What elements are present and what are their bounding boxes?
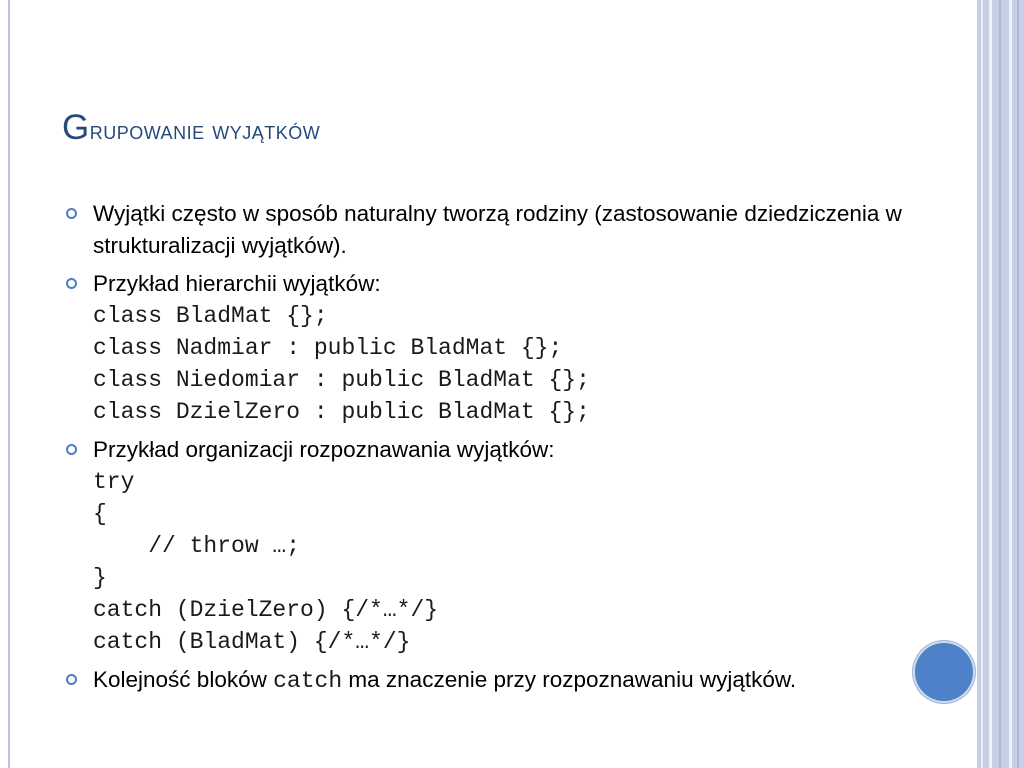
- code-line: class BladMat {};: [93, 303, 328, 329]
- frame-stripe: [981, 0, 983, 768]
- slide-title: [62, 108, 320, 148]
- decorative-circle: [913, 641, 975, 703]
- frame-stripe: [1009, 0, 1012, 768]
- code-line: {: [93, 501, 107, 527]
- title-initial: G: [62, 108, 90, 147]
- code-line: try: [93, 469, 135, 495]
- inline-code: catch: [273, 668, 343, 694]
- bullet-item: [66, 198, 966, 262]
- code-line: // throw …;: [93, 533, 301, 559]
- code-line: catch (DzielZero) {/*…*/}: [93, 597, 439, 623]
- code-line: class Niedomiar : public BladMat {};: [93, 367, 590, 393]
- bullet-circle-icon: [66, 208, 77, 219]
- bullet-text-before: Kolejność bloków: [93, 667, 267, 692]
- frame-stripe: [1017, 0, 1019, 768]
- bullet-text: Wyjątki często w sposób naturalny tworzą rodziny (zastosowanie dziedziczenia w strukturalizacji wyjątków).: [93, 201, 902, 258]
- bullet-text-after: ma znaczenie przy rozpoznawaniu wyjątków.: [348, 667, 797, 692]
- frame-stripe: [999, 0, 1001, 768]
- code-line: class DzielZero : public BladMat {};: [93, 399, 590, 425]
- bullet-circle-icon: [66, 674, 77, 685]
- bullet-item: [66, 434, 966, 658]
- frame-stripe: [989, 0, 992, 768]
- bullet-circle-icon: [66, 444, 77, 455]
- bullet-text: Przykład organizacji rozpoznawania wyjątków:: [93, 437, 555, 462]
- bullet-item: [66, 268, 966, 428]
- slide-content: [66, 198, 966, 703]
- title-rest: rupowanie wyjątków: [89, 115, 321, 145]
- bullet-item: [66, 664, 966, 697]
- code-line: class Nadmiar : public BladMat {};: [93, 335, 563, 361]
- bullet-circle-icon: [66, 278, 77, 289]
- code-line: }: [93, 565, 107, 591]
- bullet-text: Przykład hierarchii wyjątków:: [93, 271, 381, 296]
- left-frame-line: [8, 0, 10, 768]
- code-line: catch (BladMat) {/*…*/}: [93, 629, 411, 655]
- right-frame-band: [977, 0, 1024, 768]
